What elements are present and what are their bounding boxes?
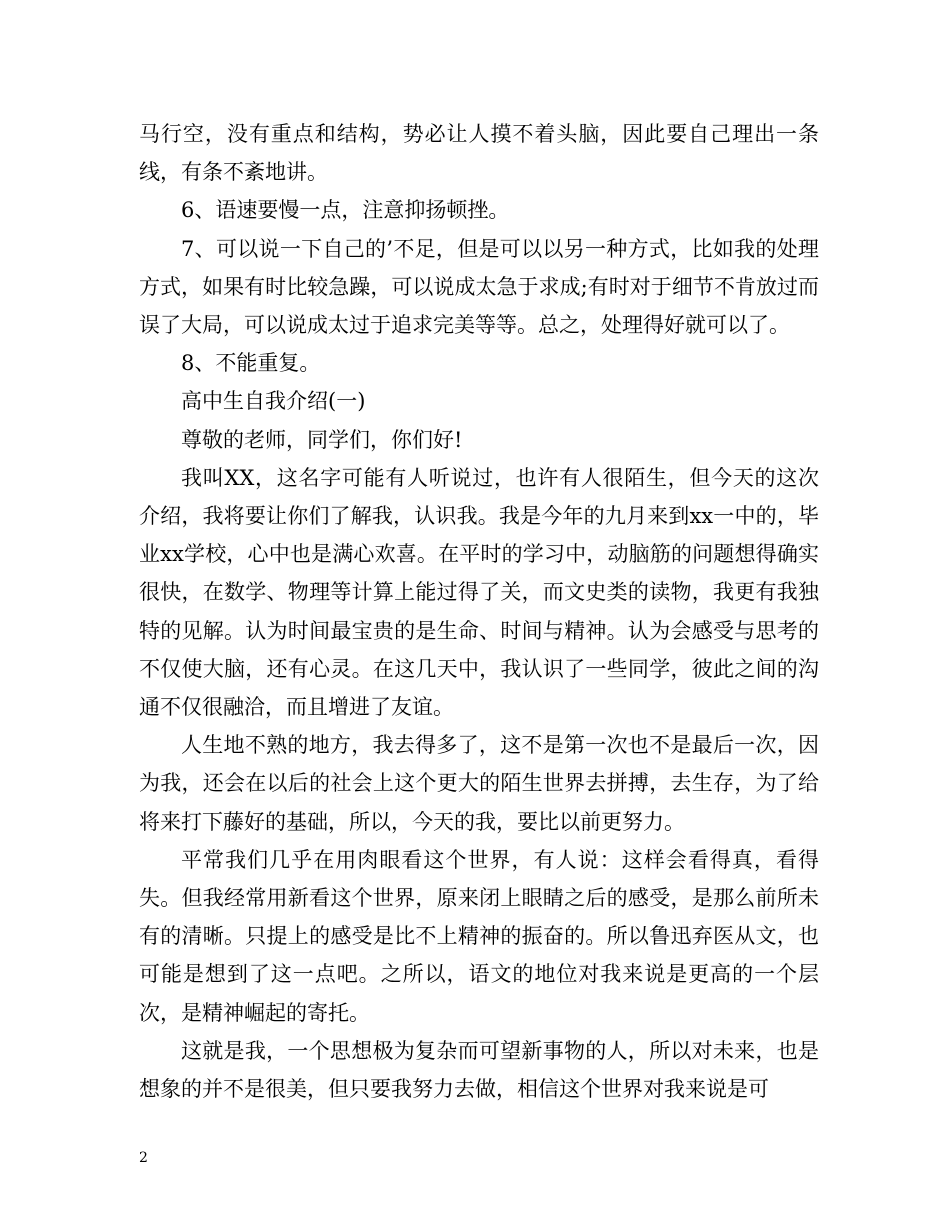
paragraph: 这就是我，一个思想极为复杂而可望新事物的人，所以对未来，也是想象的并不是很美，但只要我努力去做，相信这个世界对我来说是可 <box>139 1038 819 1102</box>
section-heading: 高中生自我介绍(一) <box>181 389 366 414</box>
paragraph: 7、可以说一下自己的’不足，但是可以以另一种方式，比如我的处理方式，如果有时比较急躁，可以说成太急于求成;有时对于细节不肯放过而误了大局，可以说成太过于追求完美等等。总之，处理得好就可以了。 <box>139 236 819 338</box>
paragraph: 马行空，没有重点和结构，势必让人摸不着头脑，因此要自己理出一条线，有条不紊地讲。 <box>139 122 819 185</box>
paragraph: 人生地不熟的地方，我去得多了，这不是第一次也不是最后一次，因为我，还会在以后的社会上这个更大的陌生世界去拼搏，去生存，为了给将来打下藤好的基础，所以，今天的我，要比以前更努力。 <box>139 733 819 834</box>
document-body <box>139 115 819 1108</box>
paragraph: 6、语速要慢一点，注意抑扬顿挫。 <box>181 198 510 223</box>
paragraph: 我叫XX，这名字可能有人听说过，也许有人很陌生，但今天的这次介绍，我将要让你们了解我，认识我。我是今年的九月来到xx一中的，毕业xx学校，心中也是满心欢喜。在平时的学习中，动脑筋的问题想得确实很快，在数学、物理等计算上能过得了关，而文史类的读物，我更有我独特的见解。认为时间最宝贵的是生命、时间与精神。认为会感受与思考的不仅使大脑，还有心灵。在这几天中，我认识了一些同学，彼此之间的沟通不仅很融洽，而且增进了友谊。 <box>139 465 819 720</box>
greeting-line: 尊敬的老师，同学们，你们好! <box>181 427 463 452</box>
paragraph: 8、不能重复。 <box>181 351 321 376</box>
page-number: 2 <box>139 1150 148 1166</box>
paragraph: 平常我们几乎在用肉眼看这个世界，有人说：这样会看得真，看得失。但我经常用新看这个世界，原来闭上眼睛之后的感受，是那么前所未有的清晰。只提上的感受是比不上精神的振奋的。所以鲁迅弃医从文，也可能是想到了这一点吧。之所以，语文的地位对我来说是更高的一个层次，是精神崛起的寄托。 <box>139 847 819 1025</box>
